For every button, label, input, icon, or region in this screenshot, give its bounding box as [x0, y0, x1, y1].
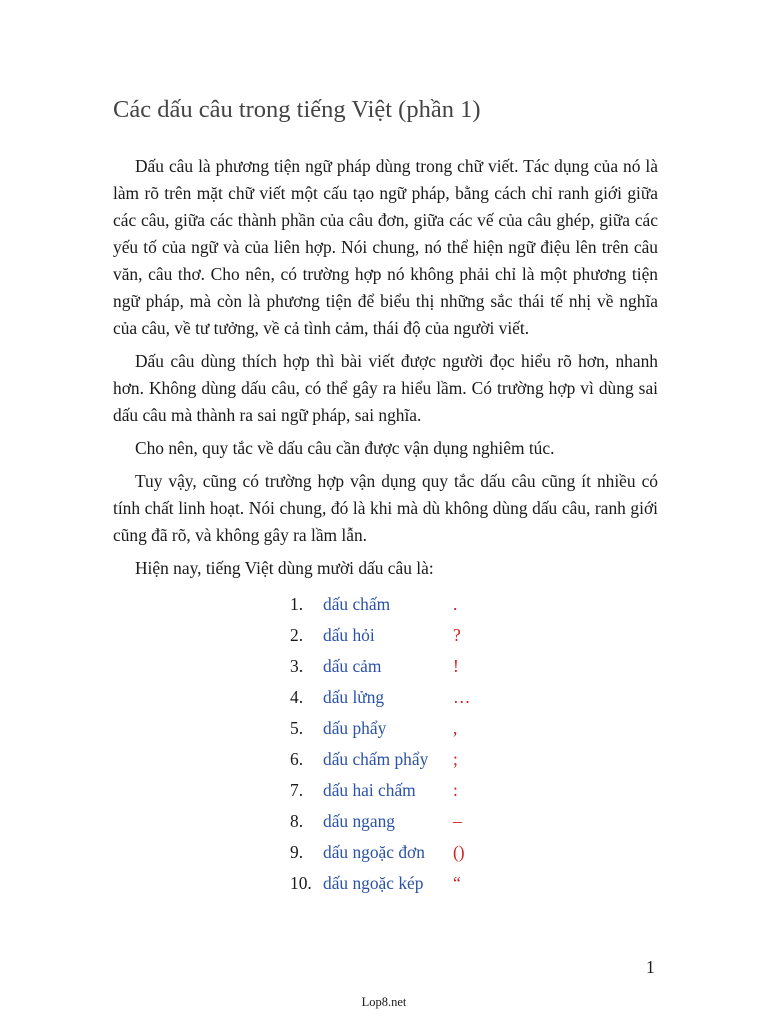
list-item-mark: ! [453, 656, 459, 676]
list-item-number: 3. [290, 656, 304, 676]
body-text [113, 153, 658, 588]
list-item-number: 7. [290, 780, 304, 800]
paragraph-1: Dấu câu là phương tiện ngữ pháp dùng trong chữ viết. Tác dụng của nó là làm rõ trên mặt chữ viết một cấu tạo ngữ pháp, bằng cách chỉ ranh giới giữa các câu, giữa các thành phần của câu đơn, giữa các vế của câu ghép, giữa các yếu tố của ngữ và của liên hợp. Nói chung, nó thể hiện ngữ điệu lên trên câu văn, câu thơ. Cho nên, có trường hợp nó không phải chỉ là một phương tiện ngữ pháp, mà còn là phương tiện để biểu thị những sắc thái tế nhị về nghĩa của câu, về tư tưởng, về cả tình cảm, thái độ của người viết. [113, 156, 658, 338]
list-item-name: dấu cảm [323, 656, 382, 676]
paragraph-5: Hiện nay, tiếng Việt dùng mười dấu câu là: [135, 558, 434, 578]
list-item-number: 2. [290, 625, 304, 645]
paragraph-3: Cho nên, quy tắc về dấu câu cần được vận dụng nghiêm túc. [135, 438, 555, 458]
list-item-name: dấu lửng [323, 687, 385, 707]
list-item [290, 682, 471, 713]
list-item-number: 1. [290, 594, 304, 614]
list-item-mark: () [453, 842, 465, 862]
list-item-name: dấu hỏi [323, 625, 375, 645]
list-item-mark: – [453, 811, 462, 831]
list-item [290, 806, 462, 837]
paragraph-2: Dấu câu dùng thích hợp thì bài viết được người đọc hiểu rõ hơn, nhanh hơn. Không dùng dấu câu, có thể gây ra hiểu lầm. Có trường hợp vì dùng sai dấu câu mà thành ra sai ngữ pháp, sai nghĩa. [113, 351, 658, 425]
list-item-mark: ? [453, 625, 461, 645]
list-item-mark: … [453, 687, 471, 707]
list-item-number: 8. [290, 811, 304, 831]
list-item-number: 9. [290, 842, 304, 862]
list-item [290, 713, 458, 744]
list-item-name: dấu phẩy [323, 718, 387, 738]
page-title: Các dấu câu trong tiếng Việt (phần 1) [113, 96, 481, 123]
list-item-name: dấu ngang [323, 811, 395, 831]
list-item-number: 10. [290, 873, 312, 893]
footer-source: Lop8.net [361, 995, 407, 1009]
list-item-mark: . [453, 594, 458, 614]
list-item-number: 5. [290, 718, 304, 738]
list-item-name: dấu ngoặc đơn [323, 842, 425, 862]
list-item [290, 744, 458, 775]
list-item [290, 589, 458, 620]
list-item-name: dấu ngoặc kép [323, 873, 424, 893]
list-item [290, 651, 459, 682]
page-number: 1 [646, 957, 655, 977]
list-item-name: dấu hai chấm [323, 780, 416, 800]
list-item [290, 837, 465, 868]
list-item [290, 620, 461, 651]
list-item-mark: : [453, 780, 458, 800]
list-item-name: dấu chấm phẩy [323, 749, 429, 769]
list-item [290, 868, 461, 899]
punctuation-list [290, 589, 471, 899]
list-item-name: dấu chấm [323, 594, 391, 614]
list-item [290, 775, 458, 806]
list-item-mark: , [453, 718, 458, 738]
list-item-number: 6. [290, 749, 304, 769]
list-item-mark: ; [453, 749, 458, 769]
list-item-mark: “ [453, 873, 461, 893]
paragraph-4: Tuy vậy, cũng có trường hợp vận dụng quy tắc dấu câu cũng ít nhiều có tính chất linh hoạt. Nói chung, đó là khi mà dù không dùng dấu câu, ranh giới cũng đã rõ, và không gây ra lầm lẫn. [113, 471, 658, 545]
list-item-number: 4. [290, 687, 304, 707]
